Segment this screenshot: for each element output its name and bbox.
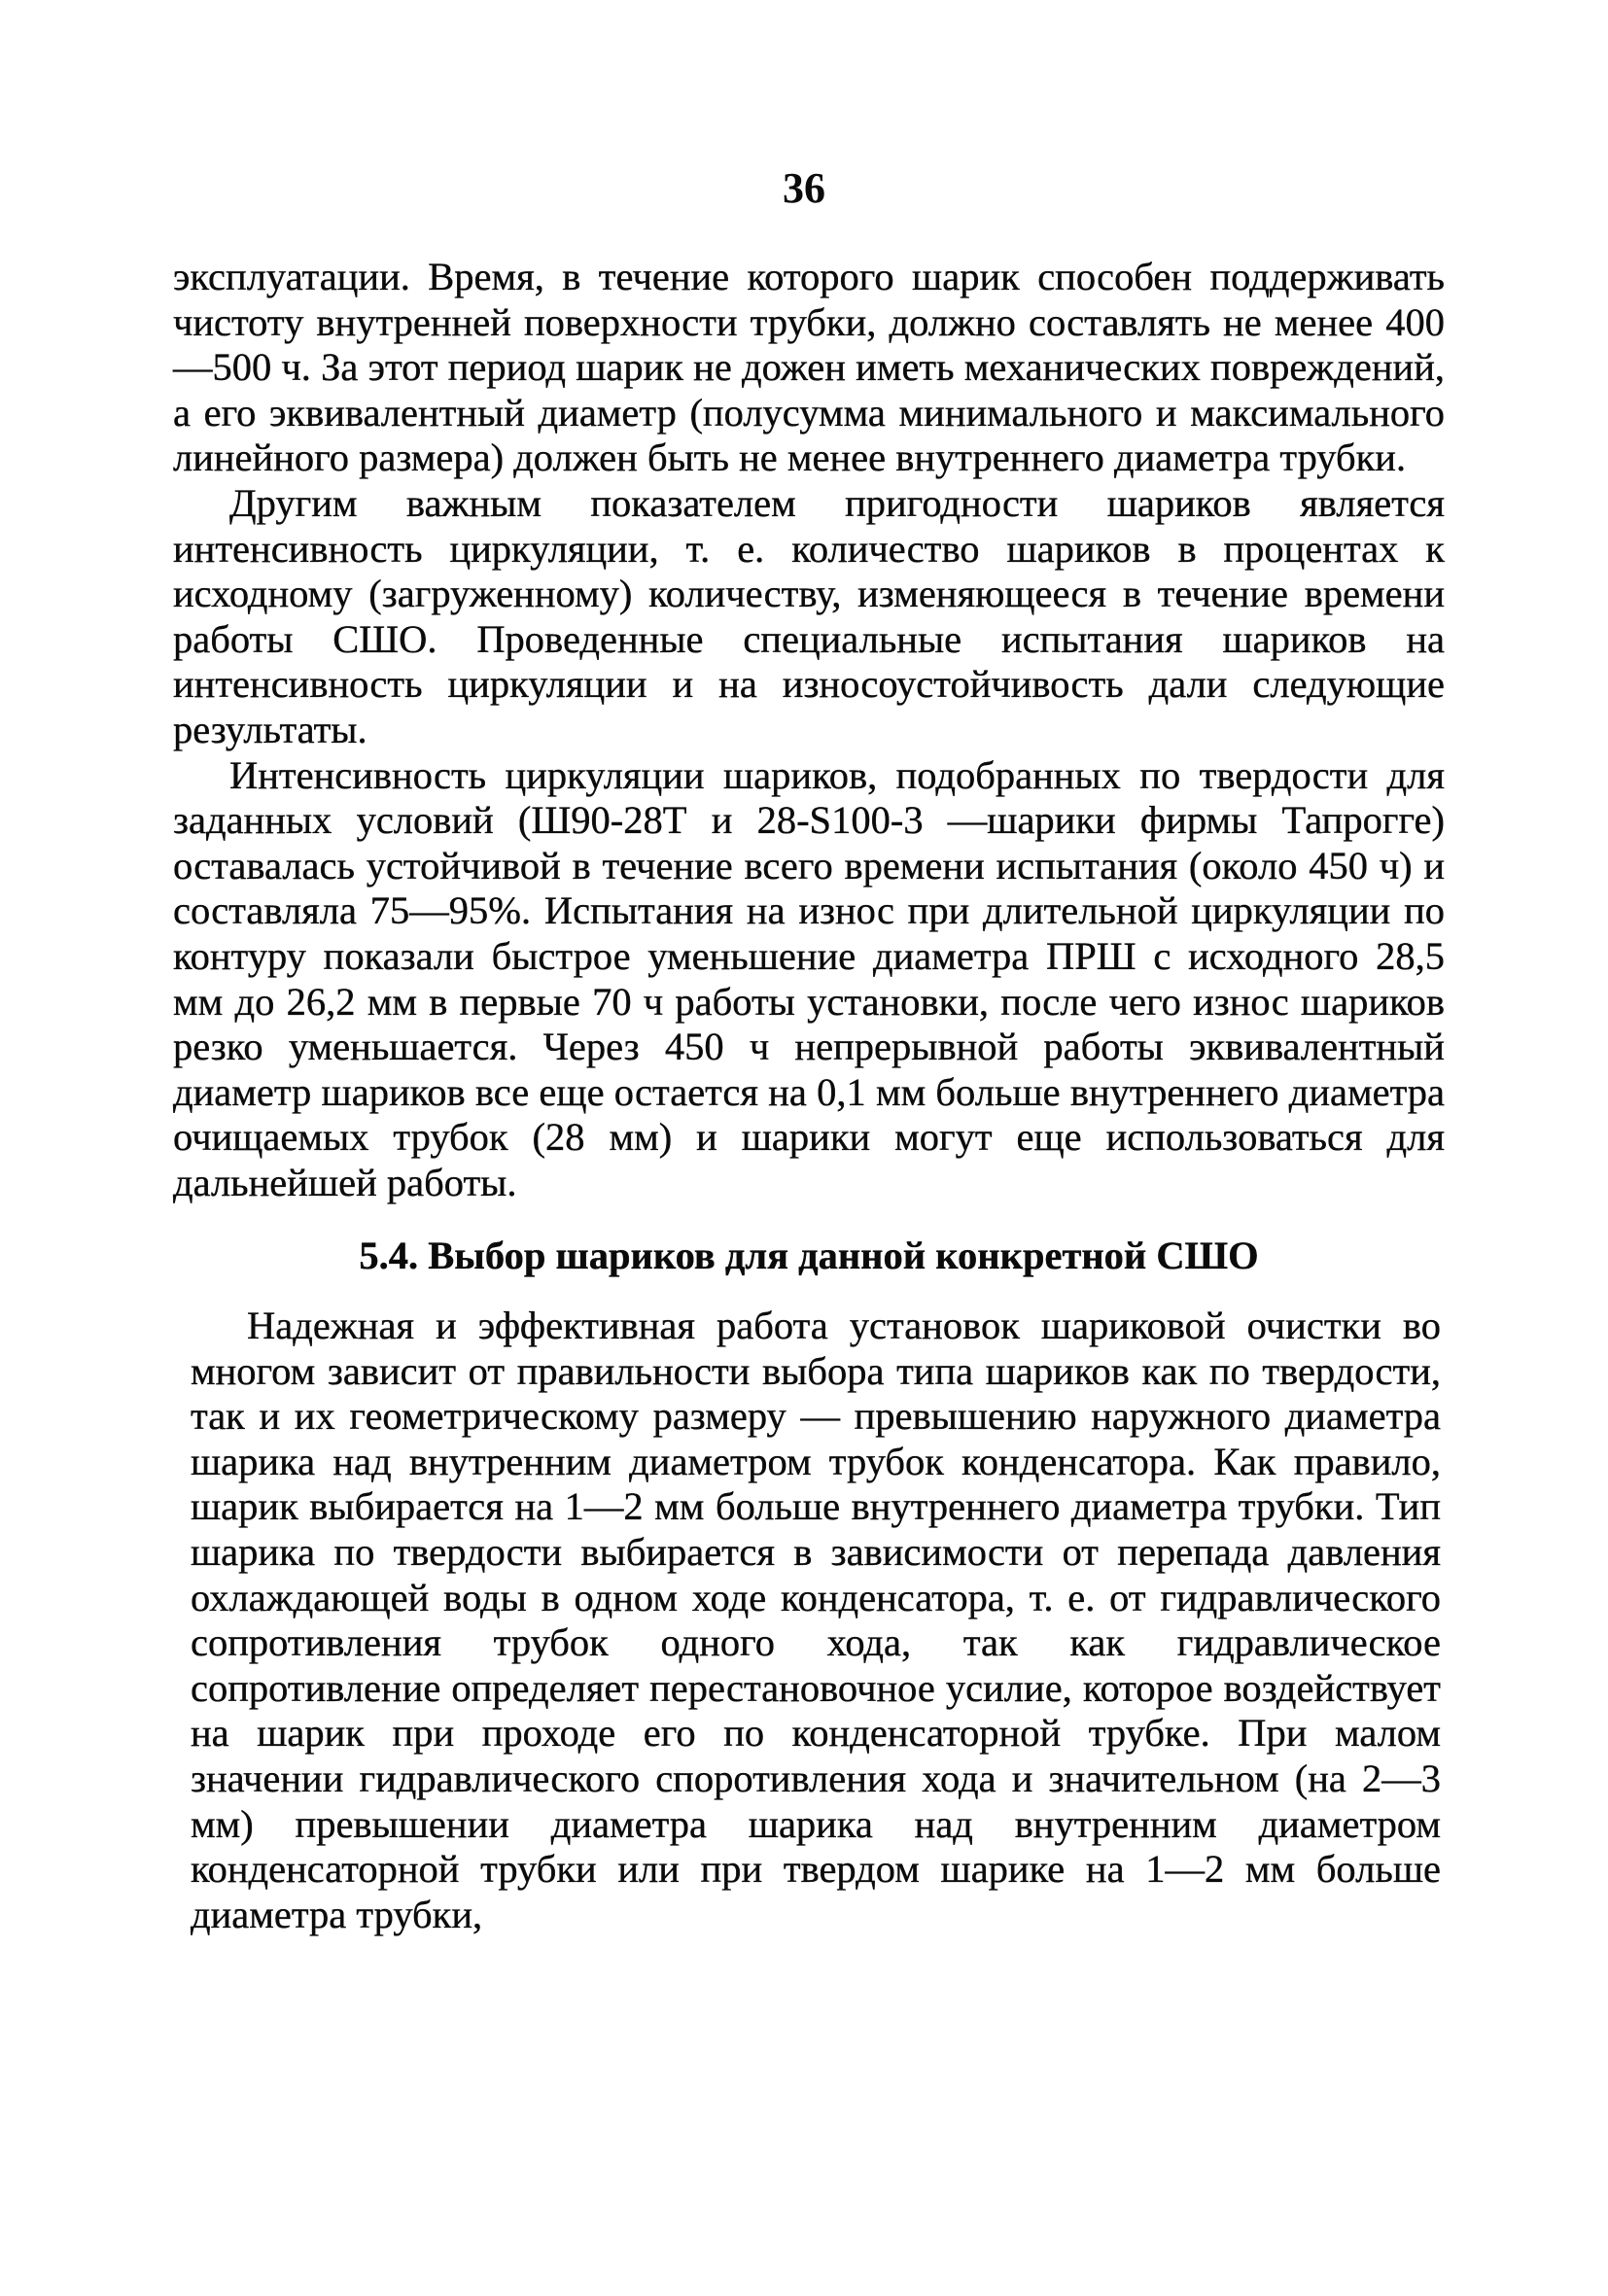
page-number: 36 (783, 164, 825, 212)
paragraph: Другим важным показателем пригодности шариков является интенсивность циркуляции, т. е. количество шариков в процентах к исходному (загруженному) количеству, изменяющееся в течение времени работы СШО. Проведенные специальные испытания шариков на интенсивность циркуляции и на износоустойчивость дали следующие результаты. (173, 480, 1445, 751)
paragraph: эксплуатации. Время, в течение которого шарик способен поддерживать чистоту внутренней поверхности трубки, должно составлять не менее 400—500 ч. За этот период шарик не дожен иметь механических повреждений, а его эквивалентный диаметр (полусумма минимального и максимального линейного размера) должен быть не менее внутреннего диаметра трубки. (173, 255, 1445, 480)
paragraph: Интенсивность циркуляции шариков, подобранных по твердости для заданных условий (Ш90-28Т и 28-S100-3 —шарики фирмы Тапрогге) оставалась устойчивой в течение всего времени испытания (около 450 ч) и составляла 75—95%. Испытания на износ при длительной циркуляции по контуру показали быстрое уменьшение диаметра ПРШ с исходного 28,5 мм до 26,2 мм в первые 70 ч работы установки, после чего износ шариков резко уменьшается. Через 450 ч непрерывной работы эквивалентный диаметр шариков все еще остается на 0,1 мм больше внутреннего диаметра очищаемых трубок (28 мм) и шарики могут еще использоваться для дальнейшей работы. (173, 752, 1445, 1204)
section-heading-text: 5.4. Выбор шариков для данной конкретной СШО (359, 1234, 1259, 1278)
paragraph: Надежная и эффективная работа установок шариковой очистки во многом зависит от правильности выбора типа шариков как по твердости, так и их геометрическому размеру — превышению наружного диаметра шарика над внутренним диаметром трубок конденсатора. Как правило, шарик выбирается на 1—2 мм больше внутреннего диаметра трубки. Тип шарика по твердости выбирается в зависимости от перепада давления охлаждающей воды в одном ходе конденсатора, т. е. от гидравлического сопротивления трубок одного хода, так как гидравлическое сопротивление определяет перестановочное усилие, которое воздействует на шарик при проходе его по конденсаторной трубке. При малом значении гидравлического споротивления хода и значительном (на 2—3 мм) превышении диаметра шарика над внутренним диаметром конденсаторной трубки или при твердом шарике на 1—2 мм больше диаметра трубки, (191, 1304, 1441, 1936)
body-text (173, 255, 1445, 1937)
section-body (173, 1304, 1445, 1937)
section-heading (173, 1234, 1445, 1279)
